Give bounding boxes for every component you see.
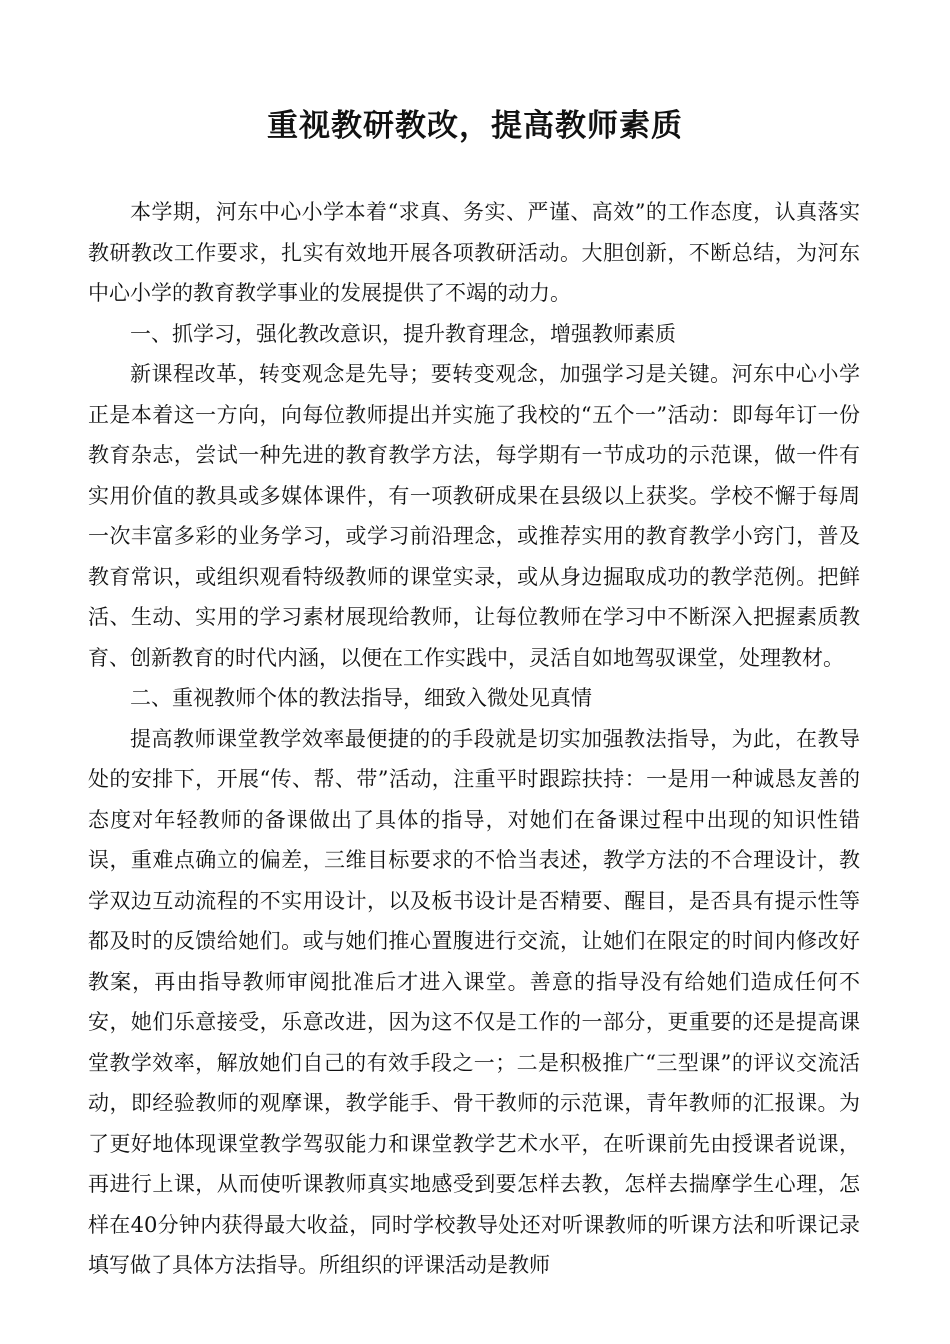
intro-paragraph: 本学期，河东中心小学本着“求真、务实、严谨、高效”的工作态度，认真落实教研教改工作要求，扎实有效地开展各项教研活动。大胆创新，不断总结，为河东中心小学的教育教学事业的发展提供了不竭的动力。 (88, 200, 860, 305)
section-2-paragraph: 提高教师课堂教学效率最便捷的的手段就是切实加强教法指导，为此，在教导处的安排下，开展“传、帮、带”活动，注重平时跟踪扶持：一是用一种诚恳友善的态度对年轻教师的备课做出了具体的指导，对她们在备课过程中出现的知识性错误，重难点确立的偏差，三维目标要求的不恰当表述，教学方法的不合理设计，教学双边互动流程的不实用设计，以及板书设计是否精要、醒目，是否具有提示性等都及时的反馈给她们。或与她们推心置腹进行交流，让她们在限定的时间内修改好教案，再由指导教师审阅批准后才进入课堂。善意的指导没有给她们造成任何不安，她们乐意接受，乐意改进，因为这不仅是工作的一部分，更重要的还是提高课堂教学效率，解放她们自己的有效手段之一；二是积极推广“三型课”的评议交流活动，即经验教师的观摩课，教学能手、骨干教师的示范课，青年教师的汇报课。为了更好地体现课堂教学驾驭能力和课堂教学艺术水平，在听课前先由授课者说课，再进行上课，从而使听课教师真实地感受到要怎样去教，怎样去揣摩学生心理，怎样在40分钟内获得最大收益，同时学校教导处还对听课教师的听课方法和听课记录填写做了具体方法指导。所组织的评课活动是教师 (88, 726, 860, 1277)
document-title: 重视教研教改，提高教师素质 (267, 108, 683, 144)
section-1-paragraph: 新课程改革，转变观念是先导；要转变观念，加强学习是关键。河东中心小学正是本着这一方向，向每位教师提出并实施了我校的“五个一”活动：即每年订一份教育杂志，尝试一种先进的教育教学方法，每学期有一节成功的示范课，做一件有实用价值的教具或多媒体课件，有一项教研成果在县级以上获奖。学校不懈于每周一次丰富多彩的业务学习，或学习前沿理念，或推荐实用的教育教学小窍门，普及教育常识，或组织观看特级教师的课堂实录，或从身边掘取成功的教学范例。把鲜活、生动、实用的学习素材展现给教师，让每位教师在学习中不断深入把握素质教育、创新教育的时代内涵，以便在工作实践中，灵活自如地驾驭课堂，处理教材。 (88, 362, 860, 670)
document-body (88, 192, 860, 1286)
section-heading-1: 一、抓学习，强化教改意识，提升教育理念，增强教师素质 (130, 321, 676, 346)
section-heading-2: 二、重视教师个体的教法指导，细致入微处见真情 (130, 686, 592, 710)
